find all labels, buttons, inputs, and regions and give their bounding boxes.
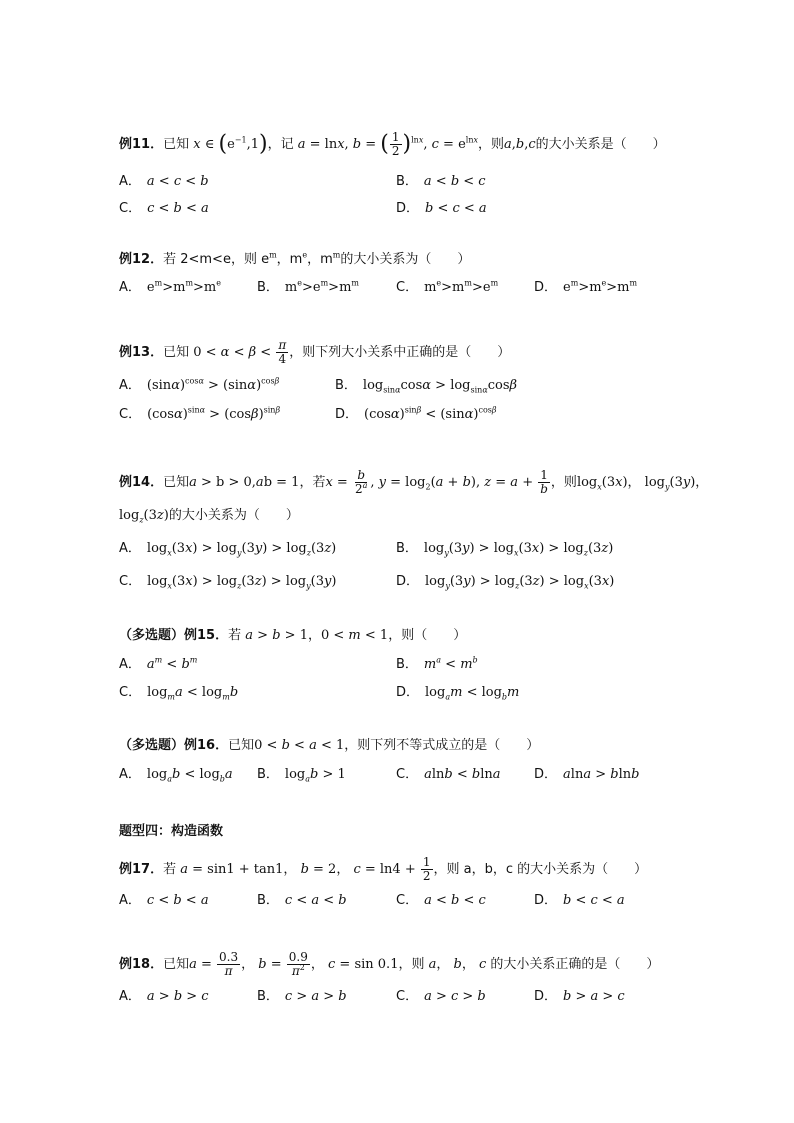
option-c[interactable]: C． $m^e>m^m>e^m$ [396,278,499,295]
question-14-stem: 例14．已知a > b > 0,ab = 1，若x = $\frac{b}{2^a}$ , $y = \log_2(a + b)$, z = a + $\frac{1}{b}$ ，则$\log_x(3x)$， $\log_y(3y)$， [119,468,709,496]
option-d[interactable]: D． alna > blnb [534,767,640,782]
option-b[interactable]: B． $m^e>e^m>m^m$ [257,278,359,295]
question-16-stem: （多选题）例16．已知0 < b < a < 1，则下列不等式成立的是（ ） [119,738,540,753]
option-a[interactable]: A． $\log_x(3x) > \log_y(3y) > \log_z(3z)$ [119,541,337,558]
option-b[interactable]: B． c > a > b [257,989,347,1004]
option-a[interactable]: A． $\log_ab < \log_ba$ [119,767,233,784]
question-15-stem: （多选题）例15．若 a > b > 1，0 < m < 1，则（ ） [119,628,467,643]
question-14-stem-cont: $\log_z(3z)$的大小关系为（ ） [119,508,299,525]
question-18-stem: 例18．已知a = $\frac{0.3}{\pi}$ ， b = $\frac{0.9}{\pi^2}$ ， c = sin 0.1，则 a， b， c 的大小关系正确的是（ ） [119,950,660,978]
question-number: 例14． [119,475,164,490]
option-d[interactable]: D． b < c < a [396,201,487,216]
option-a[interactable]: A． a > b > c [119,989,209,1004]
option-c[interactable]: C． a > c > b [396,989,486,1004]
option-c[interactable]: C． $\log_x(3x) > \log_z(3z) > \log_y(3y)$ [119,574,337,591]
option-c[interactable]: C． a < b < c [396,893,486,908]
option-b[interactable]: B． $\log_ab > 1$ [257,767,346,784]
option-a[interactable]: A． $a^m < b^m$ [119,655,198,672]
question-11-stem: 例11．已知 x ∈ $(e^{-1},1)$，记 a = lnx, b = ( $\frac{1}{2}$ )$^{lnx}$, $c = e^{lnx}$，则a,b,c的大小关系是（ ） [119,130,666,158]
question-13-stem: 例13．已知 0 < α < β < $\frac{\pi}{4}$ ，则下列大小关系中正确的是（ ） [119,338,511,366]
option-d[interactable]: D． $\log_y(3y) > \log_z(3z) > \log_x(3x)$ [396,574,615,591]
question-number: 例12． [119,252,164,267]
option-b[interactable]: B． $\log_y(3y) > \log_x(3x) > \log_z(3z)$ [396,541,614,558]
question-number: 例11． [119,137,164,152]
option-c[interactable]: C． alnb < blna [396,767,501,782]
option-c[interactable]: C． $\log_ma < \log_mb$ [119,685,239,702]
question-17-stem: 例17．若 a = sin1 + tan1， b = 2， c = ln4 + $\frac{1}{2}$ ，则 a，b，c 的大小关系为（ ） [119,855,648,883]
option-d[interactable]: D． $(\cos\alpha)^{sin\beta} < (\sin\alpha)^{cos\beta}$ [335,405,497,422]
option-d[interactable]: D． b > a > c [534,989,625,1004]
option-a[interactable]: A． a < c < b [119,174,209,189]
option-b[interactable]: B． $m^a < m^b$ [396,655,478,672]
option-a[interactable]: A． c < b < a [119,893,209,908]
question-number: 例13． [119,345,164,360]
option-a[interactable]: A． $(\sin\alpha)^{cos\alpha} > (\sin\alpha)^{cos\beta}$ [119,376,280,393]
option-c[interactable]: C． $(\cos\alpha)^{sin\alpha} > (\cos\beta)^{sin\beta}$ [119,405,281,422]
option-b[interactable]: B． $\log_{sin\alpha}\cos\alpha > \log_{sin\alpha}\cos\beta$ [335,378,518,395]
question-number: 例15． [184,628,229,643]
option-b[interactable]: B． a < b < c [396,174,486,189]
question-number: 例18． [119,957,164,972]
option-a[interactable]: A． $e^m>m^m>m^e$ [119,278,221,295]
section-title: 题型四：构造函数 [119,824,224,839]
question-number: 例16． [184,738,229,753]
option-b[interactable]: B． c < a < b [257,893,347,908]
option-d[interactable]: D． b < c < a [534,893,625,908]
option-d[interactable]: D． $e^m>m^e>m^m$ [534,278,638,295]
option-d[interactable]: D． $\log_am < \log_bm$ [396,685,520,702]
option-c[interactable]: C． c < b < a [119,201,209,216]
question-12-stem: 例12．若 2<m<e，则 $e^m$，$m^e$，$m^m$的大小关系为（ ） [119,250,471,267]
question-number: 例17． [119,862,164,877]
